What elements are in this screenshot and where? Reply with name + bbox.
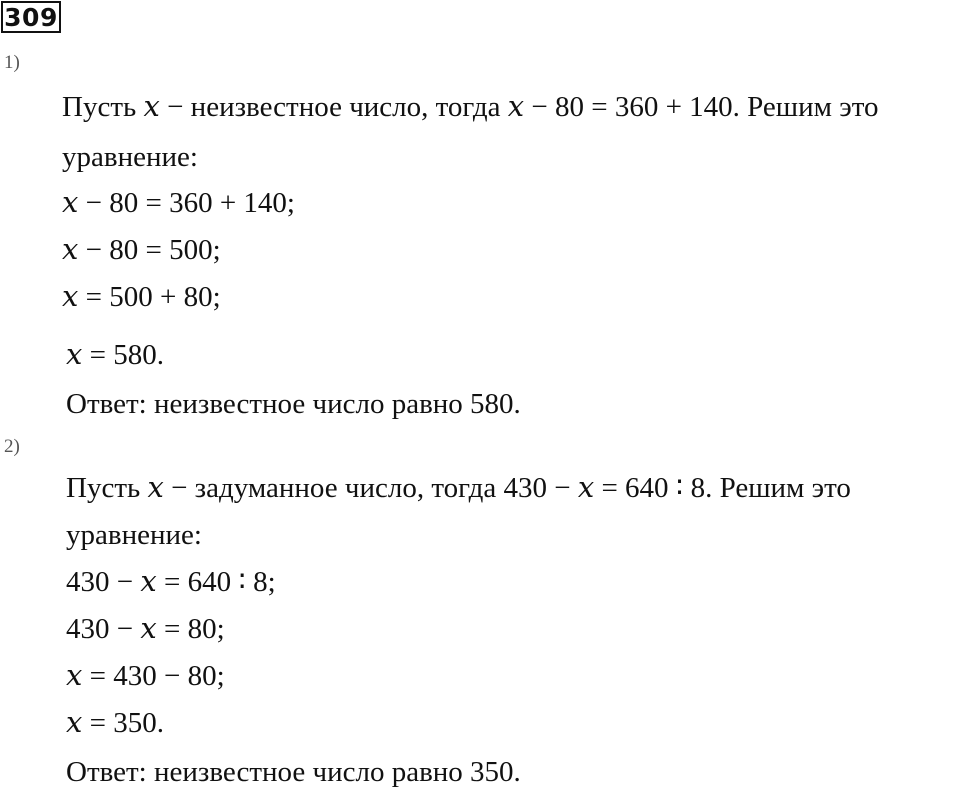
part-2-answer: Ответ: неизвестное число равно 350. [66,756,521,788]
part-1-label: 1) [4,52,20,73]
part-1-equation-2: 𝑥 − 80 = 500; [62,234,221,266]
part-1-answer: Ответ: неизвестное число равно 580. [66,388,521,420]
part-1-equation-3: 𝑥 = 500 + 80; [62,281,221,313]
part-1-equation-1: 𝑥 − 80 = 360 + 140; [62,187,295,219]
part-2-equation-1: 430 − 𝑥 = 640 ∶ 8; [66,566,276,598]
part-2-equation-2: 430 − 𝑥 = 80; [66,613,225,645]
part-1-solution: 𝑥 = 580. [66,339,164,371]
part-2-label: 2) [4,436,20,457]
part-2-statement-line-1: Пусть 𝑥 − задуманное число, тогда 430 − 𝑥 = 640 ∶ 8. Решим это [66,472,851,504]
part-1-statement-line-1: Пусть 𝑥 − неизвестное число, тогда 𝑥 − 80 = 360 + 140. Решим это [62,91,879,123]
part-2-equation-3: 𝑥 = 430 − 80; [66,660,225,692]
task-number-box: 309 [1,1,61,33]
part-2-statement-line-2: уравнение: [66,519,202,551]
part-1-statement-line-2: уравнение: [62,141,198,173]
part-2-solution: 𝑥 = 350. [66,707,164,739]
